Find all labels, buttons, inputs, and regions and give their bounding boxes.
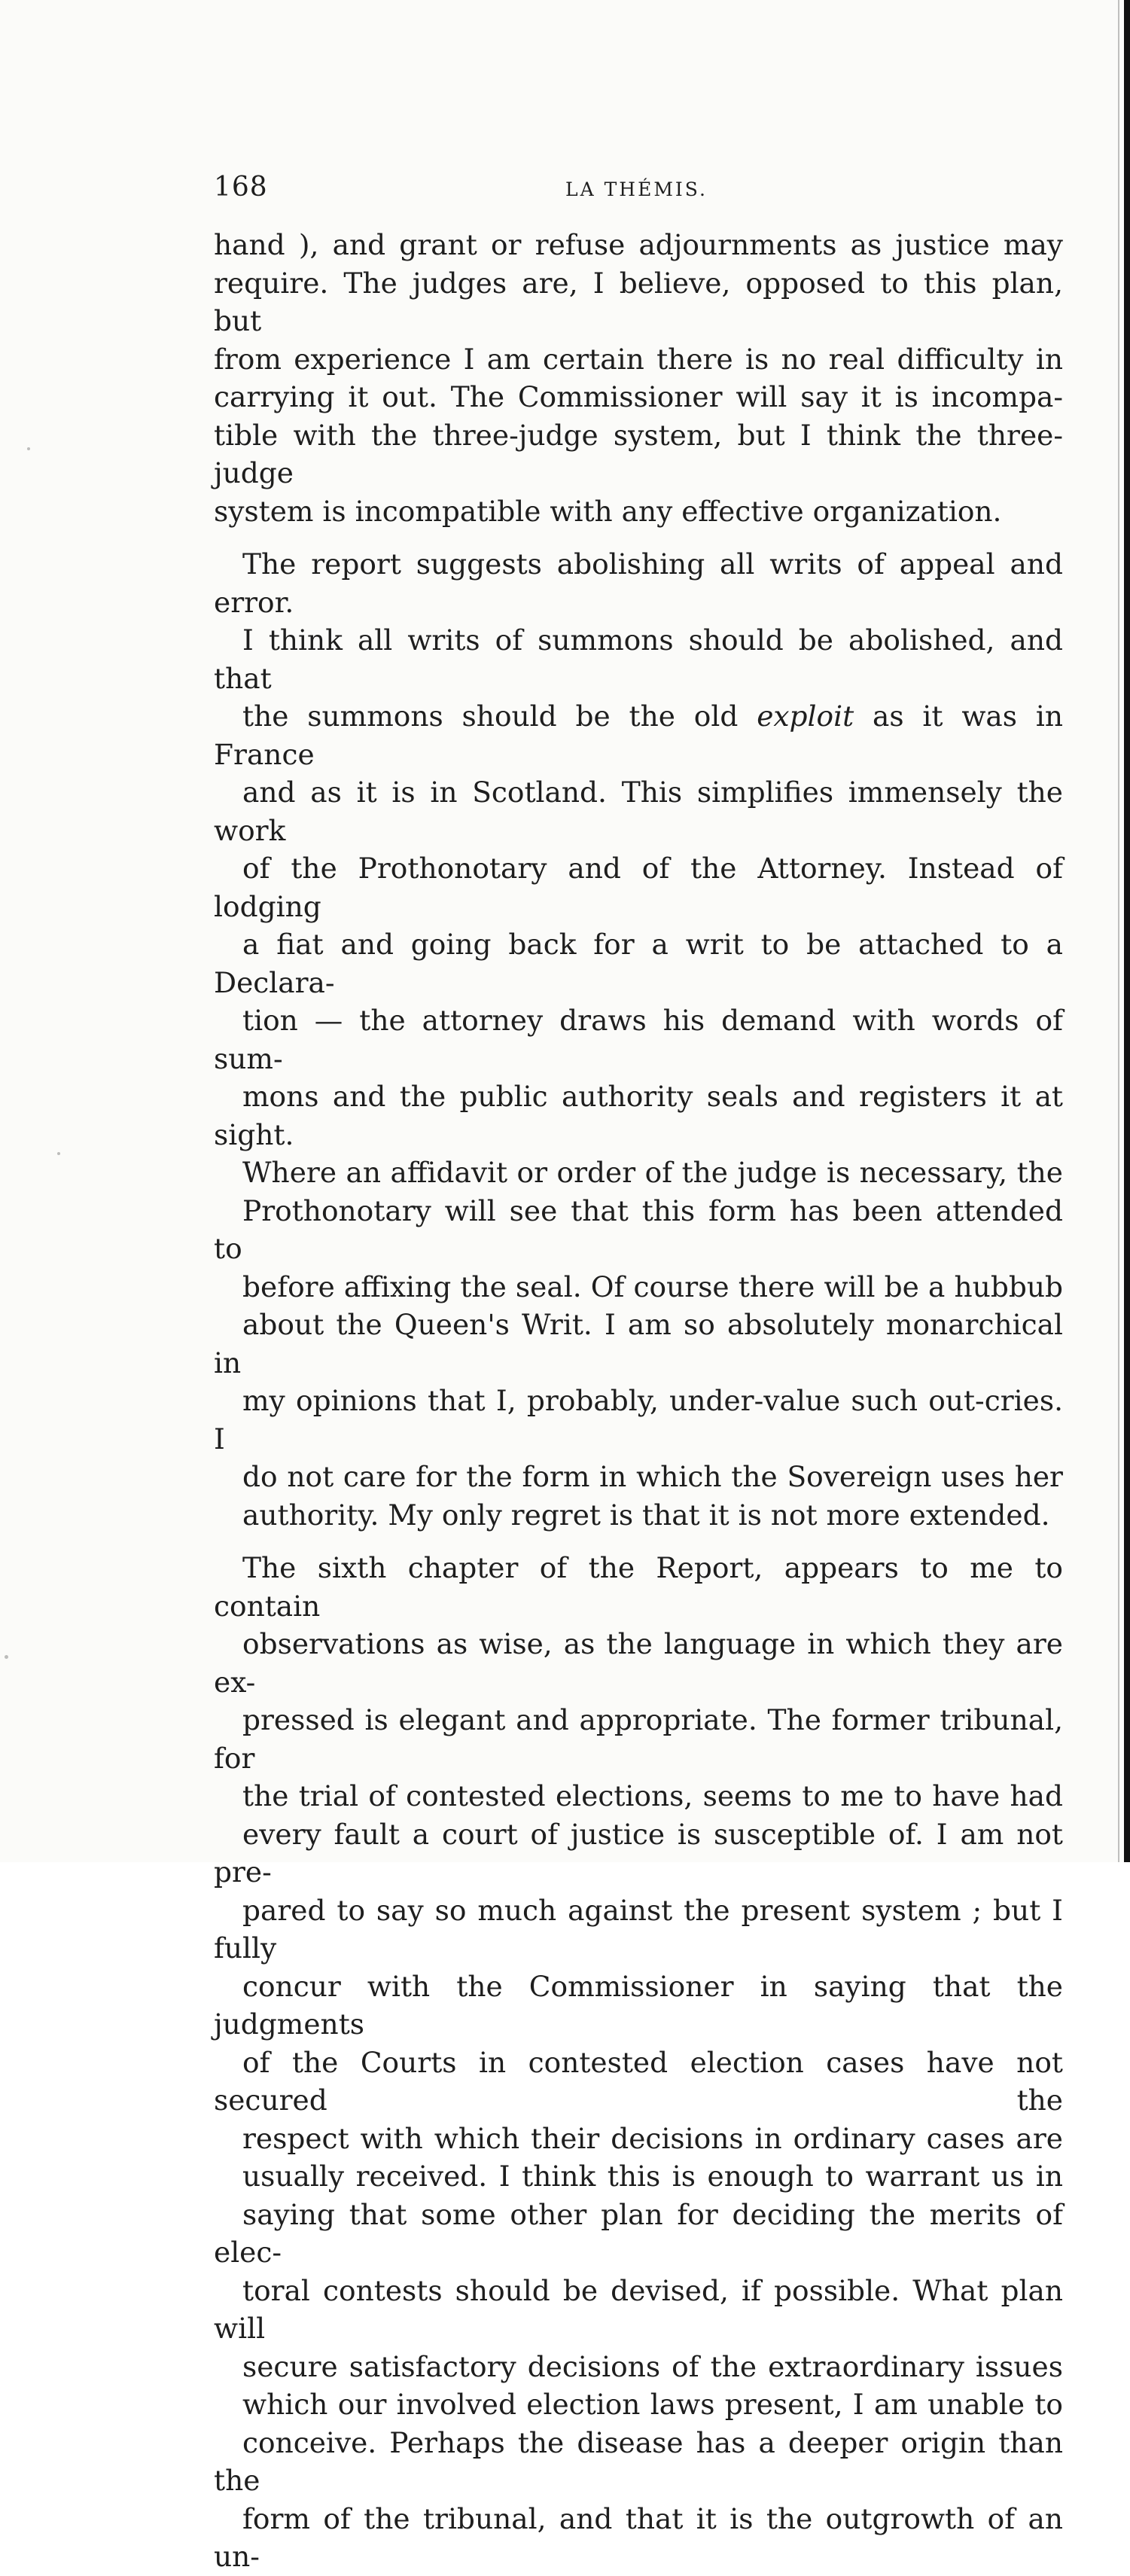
text-line: conceive. Perhaps the disease has a deeper origin than the: [214, 2425, 1063, 2497]
page-header: [214, 172, 1063, 211]
text-line: do not care for the form in which the Sovereign uses her: [242, 1460, 1063, 1493]
page-edge-shadow: [1124, 0, 1130, 1862]
italic-word: exploit: [757, 700, 854, 733]
text-line-with-italic: [214, 697, 1063, 773]
text-line: about the Queen's Writ. I am so absolutely monarchical in: [214, 1308, 1063, 1379]
page-edge-line: [1118, 0, 1119, 1862]
text-line: the trial of contested elections, seems to me to have had: [242, 1779, 1063, 1812]
text-line: toral contests should be devised, if possible. What plan will: [214, 2273, 1063, 2345]
text-line: of the Courts in contested election cases have not secured the: [214, 2045, 1063, 2117]
body-text: [214, 226, 1063, 2576]
paragraph-1: [214, 226, 1063, 530]
text-line: mons and the public authority seals and registers it at sight.: [214, 1080, 1063, 1151]
text-line: usually received. I think this is enough to warrant us in: [242, 2160, 1063, 2193]
text-line: Prothonotary will see that this form has been attended to: [214, 1193, 1063, 1265]
text-line: secure satisfactory decisions of the extraordinary issues: [242, 2349, 1063, 2383]
paragraph-2: [214, 545, 1063, 1534]
text-line: from experience I am certain there is no real difficulty in: [214, 342, 1063, 376]
text-line: observations as wise, as the language in which they are ex-: [214, 1627, 1063, 1699]
paper-speck: [5, 1655, 8, 1659]
text-line: hand ), and grant or refuse adjournments as justice may: [214, 228, 1063, 261]
text-line: authority. My only regret is that it is not more extended.: [242, 1498, 1050, 1532]
text-line: The report suggests abolishing all writs of appeal and error.: [214, 547, 1063, 619]
text-line: my opinions that I, probably, under-value such out-cries. I: [214, 1384, 1063, 1456]
text-line: concur with the Commissioner in saying that the judgments: [214, 1969, 1063, 2041]
page-number: 168: [214, 172, 268, 203]
text-line: tion — the attorney draws his demand with words of sum-: [214, 1004, 1063, 1075]
text-line: carrying it out. The Commissioner will say it is incompa-: [214, 380, 1063, 413]
text-line: respect with which their decisions in ordinary cases are: [242, 2121, 1063, 2155]
running-title: LA THÉMIS.: [565, 178, 708, 200]
text-line: and as it is in Scotland. This simplifies immensely the work: [214, 776, 1063, 847]
text-line: every fault a court of justice is susceptible of. I am not pre-: [214, 1817, 1063, 1889]
text-line: system is incompatible with any effective organization.: [214, 494, 1002, 528]
text-line: of the Prothonotary and of the Attorney. Instead of lodging: [214, 852, 1063, 923]
text-line: which our involved election laws present, I am unable to: [242, 2388, 1063, 2421]
text-line: form of the tribunal, and that it is the outgrowth of an un-: [214, 2501, 1063, 2573]
text-line: require. The judges are, I believe, opposed to this plan, but: [214, 266, 1063, 337]
text-line: saying that some other plan for deciding the merits of elec-: [214, 2197, 1063, 2269]
text-segment: the summons should be the old: [242, 700, 739, 733]
text-line: tible with the three-judge system, but I think the three-judge: [214, 418, 1063, 489]
text-line: The sixth chapter of the Report, appears to me to contain: [214, 1551, 1063, 1623]
text-line: a fiat and going back for a writ to be attached to a Declara-: [214, 928, 1063, 999]
text-line: I think all writs of summons should be abolished, and that: [214, 623, 1063, 695]
text-line: pared to say so much against the present system ; but I fully: [214, 1893, 1063, 1965]
text-line: before affixing the seal. Of course there will be a hubbub: [242, 1270, 1063, 1303]
paper-speck: [57, 1152, 60, 1155]
paragraph-3: [214, 1549, 1063, 2576]
text-line: pressed is elegant and appropriate. The former tribunal, for: [214, 1703, 1063, 1775]
paper-speck: [27, 447, 30, 450]
text-line: Where an affidavit or order of the judge is necessary, the: [242, 1156, 1063, 1189]
text-segment: as it was in France: [214, 700, 1063, 771]
